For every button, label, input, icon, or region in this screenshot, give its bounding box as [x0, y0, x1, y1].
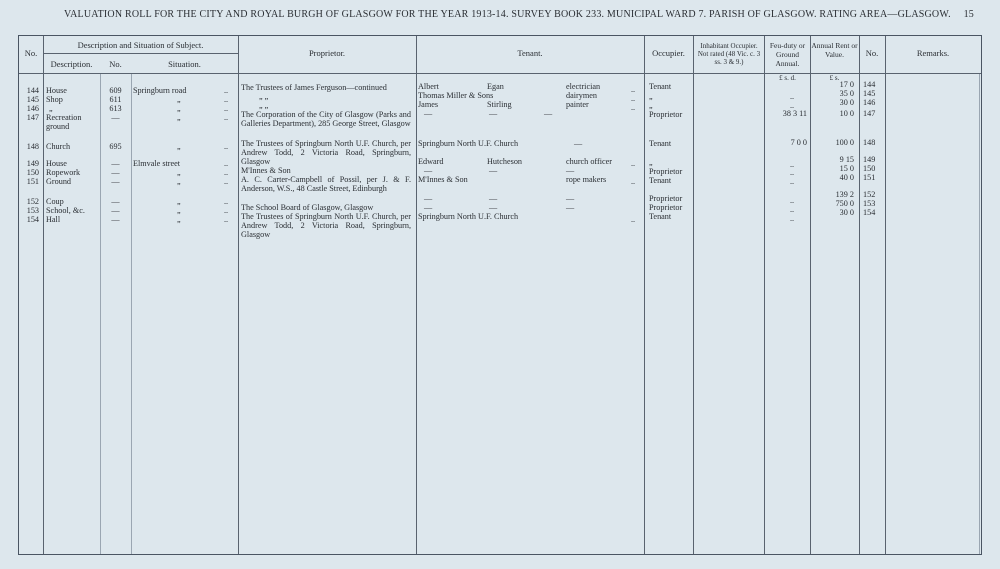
entry-tenant-occupation: church officer [566, 157, 612, 166]
entry-tenant-occupation: electrician [566, 82, 601, 91]
entry-no-right: 149 [863, 155, 876, 164]
entry-dots: .. [224, 142, 229, 151]
entry-occupier: Proprietor [649, 194, 683, 203]
entry-tenant-dots: .. [631, 177, 636, 186]
entry-proprietor: „ „ [259, 92, 269, 101]
entry-annual-rent: 9 15 [839, 155, 854, 164]
entry-no-right: 153 [863, 199, 876, 208]
entry-no-right: 151 [863, 173, 876, 182]
entry-occupier: „ [649, 158, 653, 167]
entry-occupier: „ [649, 92, 653, 101]
entry-feu-duty: 7 0 0 [790, 138, 807, 147]
col-header-situation: Situation. [168, 59, 201, 69]
entry-tenant-occupation: — [574, 139, 583, 148]
entry-dots: .. [224, 206, 229, 215]
column-rule [43, 36, 44, 554]
entry-occupier: Proprietor [649, 203, 683, 212]
col-header-description-group: Description and Situation of Subject. [77, 40, 204, 50]
entry-annual-rent: 40 0 [839, 173, 854, 182]
entry-proprietor: The School Board of Glasgow, Glasgow [241, 203, 374, 212]
entry-dots: .. [224, 215, 229, 224]
entry-street-no: — [111, 197, 120, 206]
entry-tenant-occupation: — [566, 194, 575, 203]
column-rule [979, 73, 980, 554]
page-title: VALUATION ROLL FOR THE CITY AND ROYAL BURGH OF GLASGOW FOR THE YEAR 1913-14. SURVEY BOOK 233. MUNICIPAL WARD 7. PARISH OF GLASGOW. RATING AREA—GLASGOW. [64, 9, 951, 20]
entry-feu-dots: .. [790, 214, 795, 223]
entry-tenant-occupation: — [566, 166, 575, 175]
feu-currency-label: £ s. d. [779, 74, 796, 82]
entry-annual-rent: 15 0 [839, 164, 854, 173]
entry-tenant-first: Thomas Miller & Sons [418, 91, 494, 100]
entry-dots: .. [224, 177, 229, 186]
column-rule [238, 36, 239, 554]
entry-occupier: Proprietor [649, 110, 683, 119]
entry-tenant-occupation: — [544, 109, 553, 118]
entry-street-no: — [111, 215, 120, 224]
entry-street-no: 611 [109, 95, 122, 104]
entry-no: 145 [26, 95, 39, 104]
entry-description: Ground [46, 177, 72, 186]
entry-street-no: — [111, 159, 120, 168]
entry-description: Ropework [46, 168, 81, 177]
entry-no: 144 [26, 86, 39, 95]
col-header-tenant: Tenant. [517, 48, 543, 58]
entry-tenant-last: Egan [487, 82, 504, 91]
entry-feu-dots: .. [790, 92, 795, 101]
entry-street-no: 695 [109, 142, 122, 151]
entry-tenant-first: Albert [418, 82, 439, 91]
entry-tenant-occupation: rope makers [566, 175, 607, 184]
entry-proprietor: The Trustees of James Ferguson—continued [241, 83, 387, 92]
entry-description: Church [46, 142, 71, 151]
entry-street-no: — [111, 168, 120, 177]
col-header-no: No. [24, 48, 38, 58]
entry-dots: .. [224, 104, 229, 113]
page-header [64, 9, 974, 25]
entry-no-right: 154 [863, 208, 876, 217]
entry-proprietor: A. C. Carter-Campbell of Possil, per J. & F. Anderson, W.S., 48 Castle Street, Edinburgh [241, 175, 411, 193]
entry-description: House [46, 86, 67, 95]
entry-tenant-occupation: — [566, 203, 575, 212]
entry-dots: .. [224, 113, 229, 122]
entry-tenant-first: M'Innes & Son [418, 175, 468, 184]
entry-tenant-first: — [424, 166, 433, 175]
entry-situation: „ [177, 142, 181, 151]
column-rule [644, 36, 645, 554]
entry-annual-rent: 30 0 [839, 208, 854, 217]
entry-situation: „ [177, 215, 181, 224]
col-header-no-right: No. [865, 48, 879, 58]
entry-situation: „ [177, 168, 181, 177]
entry-situation: Elmvale street [133, 159, 181, 168]
entry-description: Hall [46, 215, 61, 224]
entry-proprietor: The Trustees of Springburn North U.F. Church, per Andrew Todd, 2 Victoria Road, Springburn, Glasgow [241, 212, 411, 239]
entry-annual-rent: 17 0 [839, 80, 854, 89]
entry-no: 152 [26, 197, 39, 206]
col-header-annual-rent: Annual Rent or Value. [811, 41, 858, 59]
entry-no-right: 150 [863, 164, 876, 173]
entry-tenant-first: James [418, 100, 439, 109]
entry-description: House [46, 159, 67, 168]
entry-occupier: „ [649, 101, 653, 110]
entry-street-no: — [111, 113, 120, 122]
entry-no: 150 [26, 168, 39, 177]
col-header-description: Description. [50, 59, 93, 69]
entry-situation: „ [177, 197, 181, 206]
entry-tenant-first: Springburn North U.F. Church [418, 139, 519, 148]
entry-street-no: — [111, 206, 120, 215]
column-rule [693, 36, 694, 554]
entry-tenant-first: — [424, 194, 433, 203]
entry-tenant-first: — [424, 109, 433, 118]
entry-feu-dots: .. [790, 205, 795, 214]
col-header-occupier: Occupier. [652, 48, 685, 58]
entry-no: 146 [26, 104, 39, 113]
entry-no: 154 [26, 215, 39, 224]
entry-feu-dots: .. [790, 101, 795, 110]
entry-dots: .. [224, 197, 229, 206]
entry-tenant-first: Edward [418, 157, 444, 166]
entry-no: 153 [26, 206, 39, 215]
entry-situation: Springburn road [133, 86, 187, 95]
entry-tenant-first: — [424, 203, 433, 212]
entry-tenant-last: — [489, 166, 498, 175]
entry-description: „ [49, 104, 53, 113]
entry-situation: „ [177, 206, 181, 215]
entry-no-right: 147 [863, 109, 876, 118]
entry-description: Shop [46, 95, 63, 104]
column-rule [416, 36, 417, 554]
col-header-proprietor: Proprietor. [308, 48, 346, 58]
entry-feu-dots: .. [790, 177, 795, 186]
entry-proprietor: The Trustees of Springburn North U.F. Church, per Andrew Todd, 2 Victoria Road, Springburn, Glasgow [241, 139, 411, 166]
entry-no-right: 148 [863, 138, 876, 147]
entry-dots: .. [224, 168, 229, 177]
entry-street-no: 609 [109, 86, 122, 95]
entry-situation: „ [177, 177, 181, 186]
entry-annual-rent: 35 0 [839, 89, 854, 98]
entry-tenant-dots: .. [631, 159, 636, 168]
entry-annual-rent: 139 2 [835, 190, 854, 199]
entry-dots: .. [224, 159, 229, 168]
entry-situation: „ [177, 104, 181, 113]
entry-situation: „ [177, 95, 181, 104]
entry-no: 149 [26, 159, 39, 168]
col-header-remarks: Remarks. [916, 48, 950, 58]
entry-proprietor: The Corporation of the City of Glasgow (Parks and Galleries Department), 285 George Street, Glasgow [241, 110, 411, 128]
entry-no-right: 146 [863, 98, 876, 107]
entry-occupier: Tenant [649, 82, 672, 91]
column-rule [859, 36, 860, 554]
entry-occupier: Tenant [649, 139, 672, 148]
col-header-inhabitant-occupier: Inhabitant Occupier. Not rated (48 Vic. c. 3 ss. 3 & 9.) [697, 42, 761, 66]
entry-feu-dots: .. [790, 168, 795, 177]
entry-no: 151 [26, 177, 39, 186]
entry-tenant-dots: .. [631, 94, 636, 103]
entry-no: 147 [26, 113, 39, 122]
entry-no-right: 145 [863, 89, 876, 98]
entry-annual-rent: 10 0 [839, 109, 854, 118]
entry-occupier: Proprietor [649, 167, 683, 176]
entry-tenant-last: — [489, 203, 498, 212]
entry-tenant-last: Stirling [487, 100, 512, 109]
entry-no-right: 152 [863, 190, 876, 199]
entry-description: Recreation ground [46, 113, 82, 131]
entry-proprietor: „ „ [259, 101, 269, 110]
entry-tenant-first: Springburn North U.F. Church [418, 212, 519, 221]
entry-annual-rent: 30 0 [839, 98, 854, 107]
entry-feu-dots: .. [790, 196, 795, 205]
entry-no-right: 144 [863, 80, 876, 89]
entry-annual-rent: 750 0 [835, 199, 854, 208]
entry-tenant-dots: .. [631, 85, 636, 94]
entry-occupier: Tenant [649, 212, 672, 221]
entry-proprietor: M'Innes & Son [241, 166, 291, 175]
entry-street-no: 613 [109, 104, 122, 113]
entry-annual-rent: 100 0 [835, 138, 854, 147]
column-rule [131, 73, 132, 554]
group-header-rule [43, 53, 238, 54]
entry-no: 148 [26, 142, 39, 151]
entry-tenant-dots: .. [631, 103, 636, 112]
entry-description: Coup [46, 197, 64, 206]
column-rule [885, 36, 886, 554]
entry-tenant-last: — [489, 194, 498, 203]
entry-situation: „ [177, 113, 181, 122]
entry-tenant-occupation: painter [566, 100, 589, 109]
entry-tenant-last: — [489, 109, 498, 118]
entry-dots: .. [224, 86, 229, 95]
entry-tenant-occupation: dairymen [566, 91, 597, 100]
entry-feu-dots: .. [790, 160, 795, 169]
entry-occupier: Tenant [649, 176, 672, 185]
entry-tenant-dots: .. [631, 215, 636, 224]
col-header-feu-duty: Feu-duty or Ground Annual. [769, 41, 806, 68]
rent-currency-label: £ s. [829, 74, 840, 82]
col-header-street-no: No. [109, 59, 122, 69]
entry-dots: .. [224, 95, 229, 104]
entry-description: School, &c. [46, 206, 85, 215]
entry-tenant-last: Hutcheson [487, 157, 523, 166]
page-number: 15 [963, 9, 974, 20]
entry-street-no: — [111, 177, 120, 186]
valuation-table [18, 35, 982, 555]
entry-feu-duty: 38 3 11 [782, 109, 807, 118]
